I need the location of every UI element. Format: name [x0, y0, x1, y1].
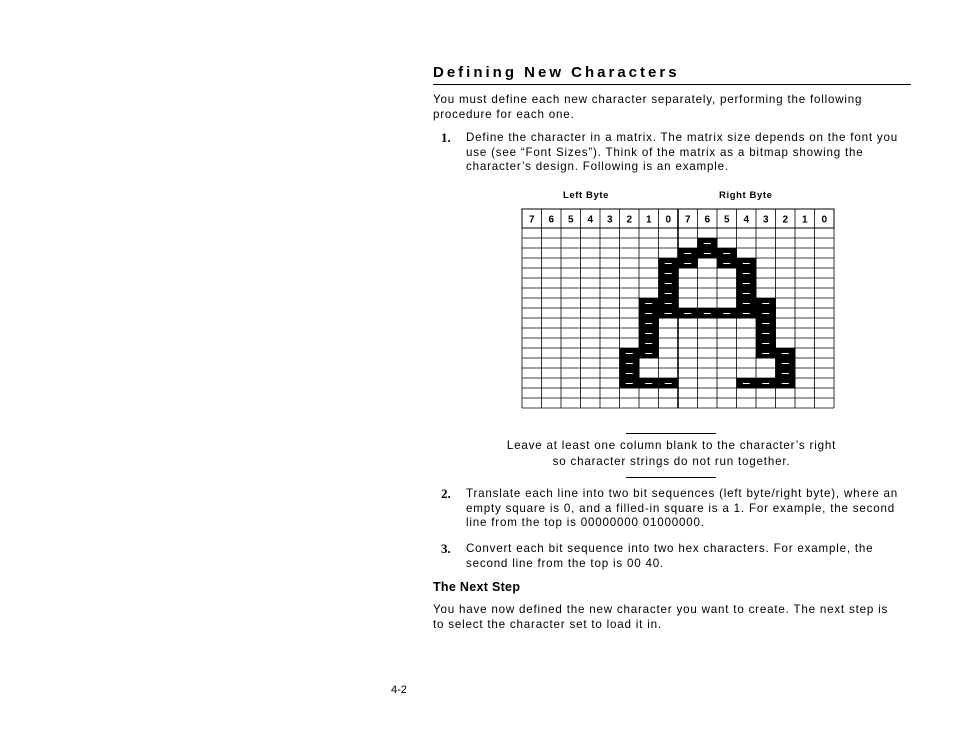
matrix-column-label: 1: [801, 214, 808, 226]
note-line-1: Leave at least one column blank to the character’s right: [506, 439, 837, 452]
intro-paragraph: You must define each new character separately, performing the following procedure for each one.: [433, 93, 863, 121]
note-top-rule: [626, 433, 716, 434]
matrix-column-label: 0: [665, 214, 672, 226]
matrix-column-label: 2: [626, 214, 633, 226]
matrix-column-label: 5: [723, 214, 730, 226]
right-byte-label: Right Byte: [719, 190, 773, 201]
matrix-column-label: 7: [528, 214, 535, 226]
matrix-column-label: 1: [645, 214, 652, 226]
step-1-text: Define the character in a matrix. The matrix size depends on the font you use (see “Font Sizes”). Think of the matrix as a bitmap showing the character’s design. Following is an example.: [466, 131, 898, 173]
page-number: 4-2: [391, 684, 407, 696]
matrix-column-label: 0: [821, 214, 828, 226]
section-title: Defining New Characters: [433, 64, 911, 85]
next-step-heading: The Next Step: [433, 580, 521, 594]
matrix-column-label: 2: [782, 214, 789, 226]
note-bottom-rule: [626, 477, 716, 478]
matrix-column-label: 4: [743, 214, 750, 226]
step-1-number: 1.: [441, 130, 451, 145]
note-line-2: so character strings do not run together.: [552, 455, 791, 468]
step-3-number: 3.: [441, 541, 451, 556]
matrix-column-label: 5: [567, 214, 574, 226]
matrix-column-label: 3: [762, 214, 769, 226]
step-2-number: 2.: [441, 486, 451, 501]
matrix-column-label: 6: [704, 214, 711, 226]
next-step-paragraph: You have now defined the new character you want to create. The next step is to select the character set to load it in.: [433, 603, 889, 631]
matrix-column-label: 7: [684, 214, 691, 226]
step-3-text: Convert each bit sequence into two hex characters. For example, the second line from the top is 00 40.: [466, 542, 874, 570]
step-2-text: Translate each line into two bit sequences (left byte/right byte), where an empty square is 0, and a filled-in square is a 1. For example, the second line from the top is 00000000 01000000.: [466, 487, 899, 529]
left-byte-label: Left Byte: [563, 190, 610, 201]
matrix-column-label: 6: [548, 214, 555, 226]
matrix-column-label: 3: [606, 214, 613, 226]
matrix-column-label: 4: [587, 214, 594, 226]
